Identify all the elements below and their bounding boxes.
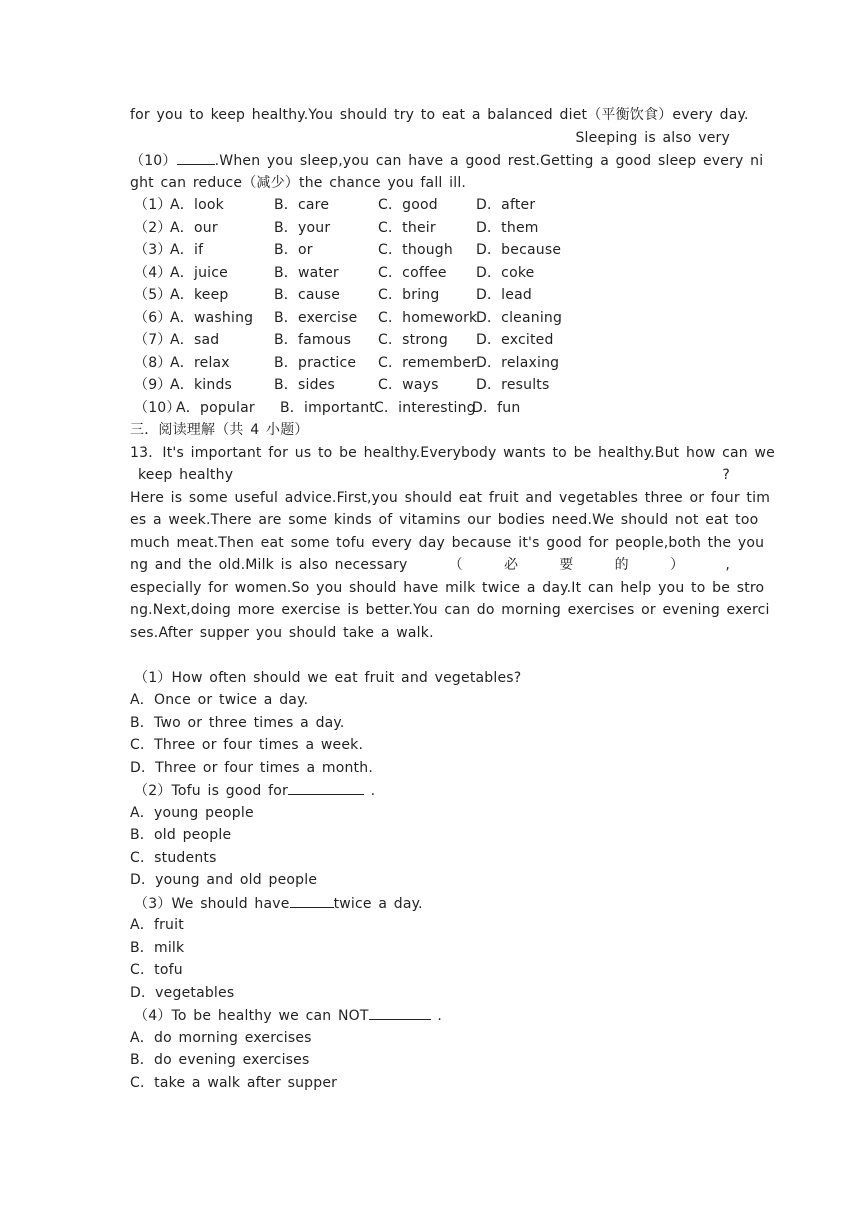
- option-number: （3）: [134, 242, 172, 258]
- option-c[interactable]: C．bring: [378, 287, 440, 303]
- option-row: [130, 262, 730, 285]
- answer-blank[interactable]: [369, 1004, 431, 1020]
- option-number: （8）: [134, 354, 172, 371]
- question-text: （2）Tofu is good for: [134, 783, 288, 799]
- answer-blank[interactable]: [177, 149, 215, 165]
- passage-line: Sleeping is also very: [575, 129, 730, 146]
- option-d[interactable]: D．cleaning: [476, 309, 563, 326]
- option-c[interactable]: C．coffee: [378, 264, 447, 281]
- answer-option[interactable]: C．tofu: [130, 962, 183, 978]
- option-c[interactable]: C．remember: [378, 354, 477, 371]
- option-a[interactable]: A．relax: [170, 354, 230, 371]
- passage-text: ng and the old.Milk is also necessary: [130, 557, 408, 573]
- answer-option[interactable]: A．do morning exercises: [130, 1029, 312, 1046]
- option-number: （7）: [134, 332, 172, 348]
- answer-blank[interactable]: [288, 779, 364, 795]
- option-a[interactable]: A．look: [170, 197, 224, 213]
- question-text: （4）To be healthy we can NOT: [134, 1008, 369, 1024]
- answer-option[interactable]: A．young people: [130, 804, 254, 821]
- option-c[interactable]: C．homework: [378, 309, 478, 326]
- option-b[interactable]: B．your: [274, 219, 331, 236]
- question-1: [130, 667, 730, 780]
- option-d[interactable]: D．fun: [472, 399, 521, 416]
- question-4: [130, 1004, 730, 1094]
- question-text: .: [437, 1008, 442, 1024]
- passage-text: .When you sleep,you can have a good rest.Getting a good sleep every ni: [214, 153, 764, 169]
- option-row: [130, 352, 730, 375]
- option-row: [130, 217, 730, 240]
- option-a[interactable]: A．juice: [170, 264, 228, 281]
- option-b[interactable]: B．exercise: [274, 309, 358, 326]
- option-row: [130, 329, 730, 352]
- question-2: [130, 779, 730, 892]
- answer-option[interactable]: C．students: [130, 849, 217, 866]
- option-c[interactable]: C．good: [378, 197, 438, 213]
- option-b[interactable]: B．practice: [274, 354, 357, 371]
- answer-option[interactable]: B．old people: [130, 827, 232, 843]
- passage-line: [130, 149, 764, 172]
- option-b[interactable]: B．sides: [274, 377, 335, 393]
- answer-option[interactable]: B．do evening exercises: [130, 1052, 310, 1068]
- option-d[interactable]: D．them: [476, 219, 539, 236]
- option-a[interactable]: A．keep: [170, 287, 229, 303]
- question-text: twice a day.: [333, 895, 423, 912]
- answer-option[interactable]: D．vegetables: [130, 984, 235, 1001]
- option-a[interactable]: A．if: [170, 242, 204, 258]
- answer-option[interactable]: A．fruit: [130, 917, 184, 933]
- question-stem: [130, 779, 730, 802]
- passage-line: much meat.Then eat some tofu every day because it's good for people,both the you: [130, 534, 765, 551]
- passage-text: ?: [722, 467, 730, 483]
- passage-line: [130, 464, 730, 487]
- passage-line: Here is some useful advice.First,you should eat fruit and vegetables three or four tim: [130, 489, 771, 506]
- question-text: .: [370, 783, 376, 799]
- option-a[interactable]: A．our: [170, 219, 218, 236]
- option-c[interactable]: C．ways: [378, 377, 439, 393]
- passage-text: 必: [503, 557, 519, 573]
- option-row: [130, 284, 730, 307]
- option-d[interactable]: D．lead: [476, 287, 532, 303]
- option-b[interactable]: B．or: [274, 242, 313, 258]
- document-page: [130, 104, 775, 1094]
- option-number: （6）: [134, 309, 172, 326]
- passage-line: ses.After supper you should take a walk.: [130, 624, 434, 641]
- option-a[interactable]: A．washing: [170, 309, 254, 326]
- option-c[interactable]: C．interesting: [374, 399, 476, 416]
- blank-line: [130, 644, 730, 667]
- option-c[interactable]: C．their: [378, 219, 436, 236]
- answer-option[interactable]: C．take a walk after supper: [130, 1074, 338, 1091]
- passage-text: 的: [614, 557, 629, 573]
- question-3: [130, 892, 730, 1005]
- answer-option[interactable]: B．milk: [130, 939, 185, 956]
- option-row: [130, 374, 730, 397]
- passage-line: 13．It's important for us to be healthy.Everybody wants to be healthy.But how can we: [130, 444, 775, 461]
- option-number: （1）: [134, 197, 172, 213]
- reading-passage: [130, 442, 775, 645]
- option-c[interactable]: C．though: [378, 242, 453, 258]
- passage-line: [130, 554, 730, 577]
- option-d[interactable]: D．results: [476, 377, 550, 393]
- answer-option[interactable]: C．Three or four times a week.: [130, 737, 364, 753]
- question-text: （3）We should have: [134, 895, 290, 912]
- answer-option[interactable]: A．Once or twice a day.: [130, 692, 309, 708]
- option-number: （9）: [134, 377, 172, 393]
- option-d[interactable]: D．relaxing: [476, 354, 560, 371]
- option-row: [130, 307, 730, 330]
- passage-text: 要: [559, 557, 574, 573]
- option-number: （10）: [134, 399, 181, 416]
- option-row: [130, 239, 730, 262]
- option-a[interactable]: A．popular: [176, 399, 255, 416]
- passage-line: ng.Next,doing more exercise is better.You can do morning exercises or evening exerci: [130, 602, 770, 618]
- option-c[interactable]: C．strong: [378, 332, 448, 348]
- option-b[interactable]: B．important: [280, 399, 375, 416]
- passage-text: keep healthy: [138, 467, 234, 483]
- section-heading: 三．阅读理解（共 4 小题）: [130, 422, 309, 438]
- question-stem: （1）How often should we eat fruit and vegetables?: [134, 669, 522, 686]
- passage-text: ,: [725, 557, 730, 573]
- option-number: （5）: [134, 287, 172, 303]
- passage-text: ）: [669, 557, 685, 573]
- option-d[interactable]: D．after: [476, 197, 536, 213]
- option-d[interactable]: D．coke: [476, 264, 535, 281]
- answer-option[interactable]: D．young and old people: [130, 872, 318, 888]
- option-a[interactable]: A．kinds: [170, 377, 233, 393]
- option-row: [130, 194, 730, 217]
- option-row: [130, 397, 730, 420]
- blank-number: （10）: [130, 153, 177, 169]
- answer-blank[interactable]: [290, 892, 334, 908]
- passage-line: ght can reduce（减少）the chance you fall ill.: [130, 174, 467, 191]
- question-stem: [130, 892, 730, 915]
- passage-text: （: [448, 557, 463, 573]
- passage-line: for you to keep healthy.You should try to eat a balanced diet（平衡饮食）every day.: [130, 107, 749, 123]
- option-d[interactable]: D．excited: [476, 332, 554, 348]
- option-number: （2）: [134, 219, 172, 236]
- answer-option[interactable]: D．Three or four times a month.: [130, 759, 373, 776]
- option-number: （4）: [134, 264, 172, 281]
- passage-line: especially for women.So you should have milk twice a day.It can help you to be stro: [130, 579, 765, 596]
- option-b[interactable]: B．cause: [274, 287, 341, 303]
- option-b[interactable]: B．care: [274, 197, 330, 213]
- answer-option[interactable]: B．Two or three times a day.: [130, 714, 345, 731]
- option-d[interactable]: D．because: [476, 242, 562, 258]
- passage-line: es a week.There are some kinds of vitamins our bodies need.We should not eat too: [130, 512, 759, 528]
- option-b[interactable]: B．famous: [274, 332, 352, 348]
- cloze-options: [130, 194, 730, 419]
- question-stem: [130, 1004, 730, 1027]
- option-b[interactable]: B．water: [274, 264, 339, 281]
- option-a[interactable]: A．sad: [170, 332, 220, 348]
